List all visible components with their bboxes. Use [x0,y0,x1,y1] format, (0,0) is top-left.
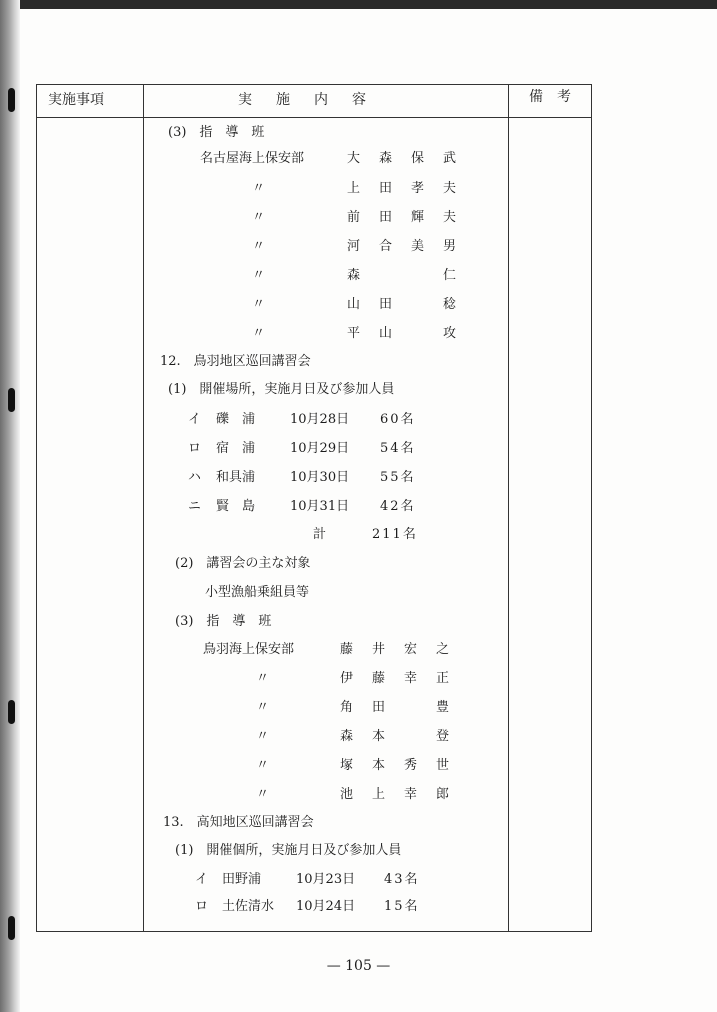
column-divider [143,84,144,932]
ditto-mark: 〃 [252,268,266,283]
s12-target-label: (2) 講習会の主な対象 [175,556,311,571]
venue-mark: ロ [188,441,202,456]
venue-mark: イ [188,412,202,427]
s12-instructor-name: 伊 藤 幸 正 [340,671,453,686]
venue-place: 土佐清水 [222,899,275,914]
venue-count: 60名 [380,412,416,427]
scan-top-edge [0,0,717,9]
s13-venues-label: (1) 開催個所，実施月日及び参加人員 [175,843,402,858]
s11-instructor-name: 上 田 孝 夫 [347,181,460,196]
ditto-mark: 〃 [256,671,270,686]
binding-hole [8,916,15,940]
ditto-mark: 〃 [252,239,266,254]
header-implementation-item: 実施事項 [48,92,104,108]
binding-hole [8,388,15,412]
s11-instructors-label: (3) 指 導 班 [168,125,265,140]
ditto-mark: 〃 [252,326,266,341]
ditto-mark: 〃 [256,758,270,773]
s12-target-value: 小型漁船乗組員等 [205,585,310,600]
venue-place: 賢 島 [216,499,256,514]
s12-instructors-label: (3) 指 導 班 [175,614,272,629]
section-12-title: 12. 鳥羽地区巡回講習会 [160,354,311,369]
s12-venues-label: (1) 開催場所，実施月日及び参加人員 [168,382,395,397]
s11-instructor-name: 山 田 稔 [347,297,460,312]
venue-count: 55名 [380,470,416,485]
venue-place: 和具浦 [216,470,256,485]
column-divider [508,84,509,932]
scan-binding-edge [0,0,20,1012]
s12-instructor-name: 池 上 幸 郎 [340,787,453,802]
s11-instructor-name: 大 森 保 武 [347,151,460,166]
venue-count: 54名 [380,441,416,456]
s12-office: 鳥羽海上保安部 [203,642,295,657]
s12-instructor-name: 藤 井 宏 之 [340,642,453,657]
binding-hole [8,88,15,112]
venue-date: 10月29日 [290,441,350,456]
s11-instructor-name: 森 仁 [347,268,460,283]
s11-office: 名古屋海上保安部 [200,151,305,166]
venue-mark: ニ [188,499,202,514]
venue-date: 10月30日 [290,470,350,485]
s12-instructor-name: 森 本 登 [340,729,453,744]
s11-instructor-name: 前 田 輝 夫 [347,210,460,225]
venue-date: 10月28日 [290,412,350,427]
venue-mark: イ [195,872,209,887]
ditto-mark: 〃 [256,787,270,802]
venue-place: 田野浦 [222,872,262,887]
page-number: — 105 — [326,958,391,974]
s11-instructor-name: 河 合 美 男 [347,239,460,254]
s11-instructor-name: 平 山 攻 [347,326,460,341]
s12-instructor-name: 塚 本 秀 世 [340,758,453,773]
ditto-mark: 〃 [252,210,266,225]
ditto-mark: 〃 [252,181,266,196]
venue-mark: ロ [195,899,209,914]
header-remarks: 備 考 [529,89,571,105]
venue-mark: ハ [188,470,202,485]
ditto-mark: 〃 [256,700,270,715]
total-count: 211名 [372,527,418,542]
venue-place: 宿 浦 [216,441,256,456]
venue-date: 10月24日 [296,899,356,914]
venue-count: 43名 [384,872,420,887]
binding-hole [8,700,15,724]
header-implementation-content: 実 施 内 容 [238,92,371,108]
venue-place: 礫 浦 [216,412,256,427]
ditto-mark: 〃 [256,729,270,744]
ditto-mark: 〃 [252,297,266,312]
venue-date: 10月23日 [296,872,356,887]
venue-date: 10月31日 [290,499,350,514]
venue-count: 42名 [380,499,416,514]
section-13-title: 13. 高知地区巡回講習会 [163,815,314,830]
venue-count: 15名 [384,899,420,914]
total-label: 計 [313,527,327,542]
s12-instructor-name: 角 田 豊 [340,700,453,715]
